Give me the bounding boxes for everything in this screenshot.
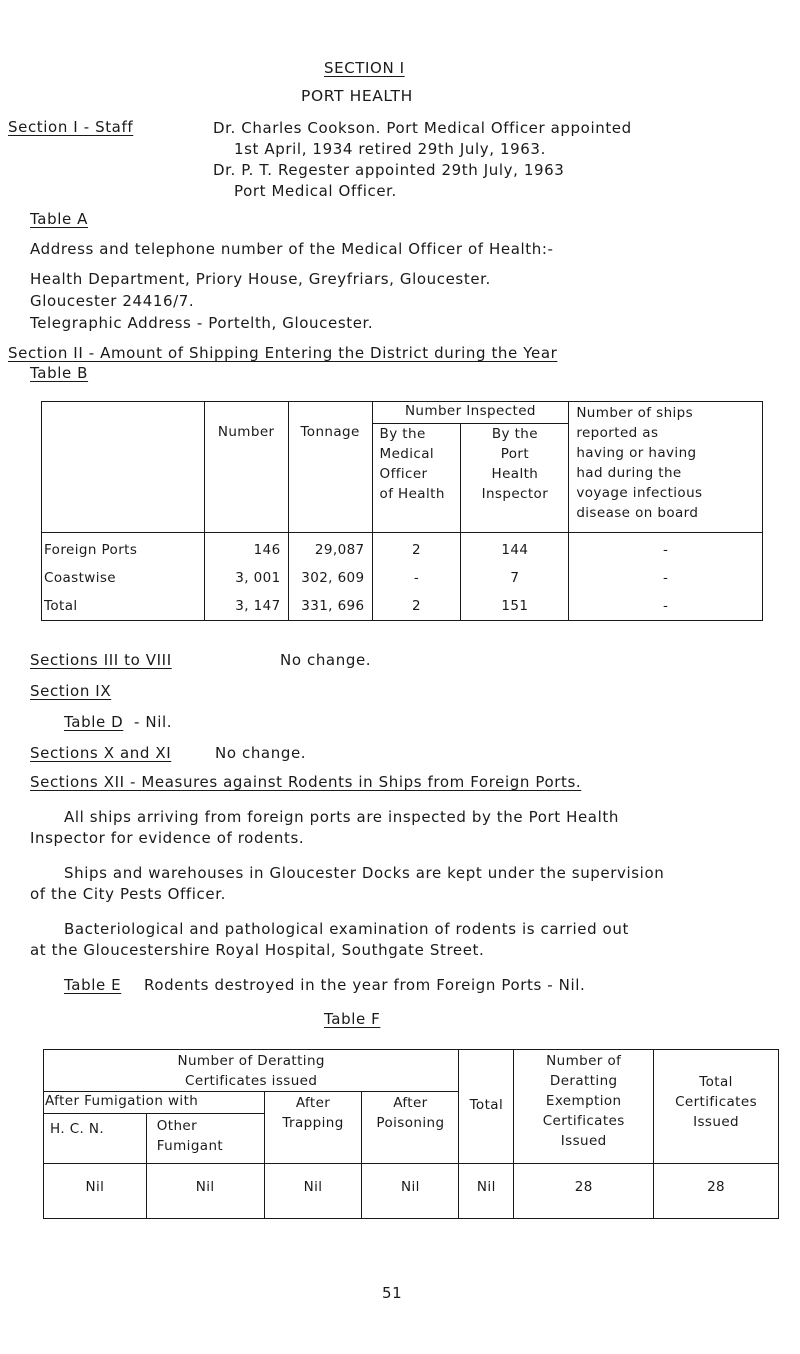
header-line: By the <box>491 426 538 442</box>
table-b-corner <box>42 402 205 533</box>
header-line: Issued <box>693 1114 739 1130</box>
number-inspected-header: Number Inspected <box>372 402 569 424</box>
header-line: Total <box>699 1074 733 1090</box>
after-fumigation-header: After Fumigation with <box>44 1092 265 1114</box>
table-e-label: Table E <box>64 976 122 994</box>
total-header: Total <box>459 1050 514 1164</box>
header-line: Officer <box>379 466 428 482</box>
table-d-text: - Nil. <box>134 713 173 731</box>
telegraphic-address: Telegraphic Address - Portelth, Gloucester. <box>30 314 374 332</box>
number-header: Number <box>204 402 288 533</box>
exemption-certificates-header <box>514 1050 654 1164</box>
header-line: Medical <box>379 446 435 462</box>
address-line: Gloucester 24416/7. <box>30 292 195 310</box>
staff-line: 1st April, 1934 retired 29th July, 1963. <box>234 140 546 158</box>
table-d-label: Table D <box>64 713 124 731</box>
paragraph-line: All ships arriving from foreign ports are inspected by the Port Health <box>64 808 619 826</box>
header-line: Certificates <box>675 1094 758 1110</box>
sections-3-8-label: Sections III to VIII <box>30 651 172 669</box>
section-heading: SECTION I <box>324 59 405 77</box>
header-line: Certificates issued <box>185 1073 318 1089</box>
header-line: Port <box>500 446 530 462</box>
header-line: After <box>295 1095 331 1111</box>
deratting-certificates-header <box>44 1050 459 1092</box>
infectious-header <box>569 402 763 533</box>
page-title: PORT HEALTH <box>301 87 413 105</box>
header-line: Fumigant <box>156 1138 224 1154</box>
after-poisoning-header <box>362 1092 459 1164</box>
sections-10-11-label: Sections X and XI <box>30 744 172 762</box>
staff-line: Dr. P. T. Regester appointed 29th July, 1963 <box>213 161 565 179</box>
header-line: disease on board <box>576 505 699 521</box>
header-line: After <box>393 1095 428 1111</box>
paragraph-line: Bacteriological and pathological examination of rodents is carried out <box>64 920 629 938</box>
table-a-label: Table A <box>30 210 89 228</box>
staff-label: Section I - Staff <box>8 118 134 136</box>
header-line: Health <box>491 466 539 482</box>
paragraph-line: of the City Pests Officer. <box>30 885 226 903</box>
tonnage-header: Tonnage <box>288 402 372 533</box>
table-b-label: Table B <box>30 364 89 382</box>
paragraph-line: at the Gloucestershire Royal Hospital, Southgate Street. <box>30 941 485 959</box>
header-line: Other <box>156 1118 198 1134</box>
address-line: Health Department, Priory House, Greyfriars, Gloucester. <box>30 270 491 288</box>
hcn-header: H. C. N. <box>44 1114 147 1164</box>
section-2-heading: Section II - Amount of Shipping Entering the District during the Year <box>8 344 558 362</box>
header-line: having or having <box>576 445 697 461</box>
header-line: voyage infectious <box>576 485 703 501</box>
table-e-text: Rodents destroyed in the year from Foreign Ports - Nil. <box>144 976 586 994</box>
paragraph-line: Inspector for evidence of rodents. <box>30 829 305 847</box>
header-line: Exemption <box>545 1093 622 1109</box>
table-f <box>43 1049 779 1219</box>
table-row: Coastwise 3, 001 302, 609 - 7 - <box>42 564 763 592</box>
header-line: Trapping <box>282 1115 344 1131</box>
header-line: Number of <box>546 1053 622 1069</box>
header-line: Number of Deratting <box>177 1053 325 1069</box>
header-line: of Health <box>379 486 445 502</box>
table-row: Total 3, 147 331, 696 2 151 - <box>42 592 763 621</box>
staff-line: Port Medical Officer. <box>234 182 397 200</box>
header-line: Issued <box>560 1133 607 1149</box>
paragraph-line: Ships and warehouses in Gloucester Docks are kept under the supervision <box>64 864 665 882</box>
page-number: 51 <box>382 1284 403 1302</box>
header-line: Deratting <box>549 1073 618 1089</box>
total-certificates-header <box>654 1050 779 1164</box>
header-line: Inspector <box>481 486 549 502</box>
by-medical-officer-header <box>372 424 461 533</box>
header-line: had during the <box>576 465 682 481</box>
by-port-health-inspector-header <box>461 424 569 533</box>
table-row: Nil Nil Nil Nil Nil 28 28 <box>44 1164 779 1219</box>
staff-line: Dr. Charles Cookson. Port Medical Officer appointed <box>213 119 632 137</box>
table-f-label: Table F <box>324 1010 381 1028</box>
header-line: Number of ships <box>576 405 694 421</box>
other-fumigant-header <box>146 1114 264 1164</box>
table-row: Foreign Ports 146 29,087 2 144 - <box>42 533 763 565</box>
sections-3-8-text: No change. <box>280 651 372 669</box>
header-line: Certificates <box>542 1113 625 1129</box>
header-line: Poisoning <box>376 1115 445 1131</box>
header-line: By the <box>379 426 426 442</box>
table-b <box>41 401 763 621</box>
table-a-intro: Address and telephone number of the Medical Officer of Health:- <box>30 240 554 258</box>
section-12-heading: Sections XII - Measures against Rodents in Ships from Foreign Ports. <box>30 773 582 791</box>
section-9-label: Section IX <box>30 682 112 700</box>
after-trapping-header <box>264 1092 362 1164</box>
header-line: reported as <box>576 425 659 441</box>
sections-10-11-text: No change. <box>215 744 307 762</box>
